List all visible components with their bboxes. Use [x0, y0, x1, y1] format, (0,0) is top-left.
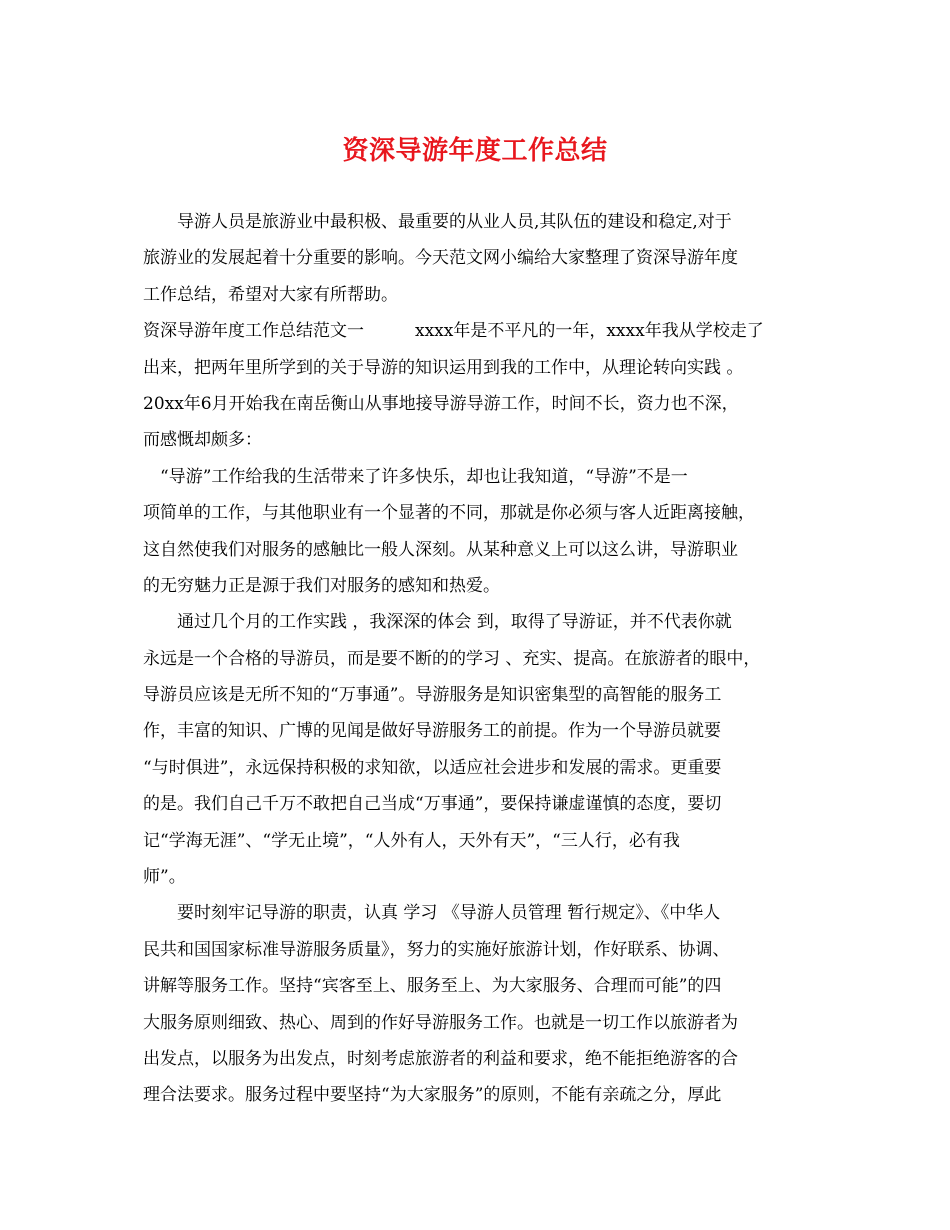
body-line: 理合法要求。服务过程中要坚持“为大家服务”的原则，不能有亲疏之分，厚此	[143, 1085, 722, 1106]
body-line: “导游”工作给我的生活带来了许多快乐，却也让我知道，“导游”不是一	[143, 466, 688, 487]
body-line: 导游员应该是无所不知的“万事通”。导游服务是知识密集型的高智能的服务工	[143, 685, 722, 706]
body-line: 民共和国国家标准导游服务质量》，努力的实施好旅游计划，作好联系、协调、	[143, 939, 730, 960]
body-line: 永远是一个合格的导游员，而是要不断的的学习 、充实、提高。在旅游者的眼中，	[143, 648, 761, 669]
body-line: 讲解等服务工作。坚持“宾客至上、服务至上、为大家服务、合理而可能”的四	[143, 976, 722, 997]
body-line: 项简单的工作，与其他职业有一个显著的不同，那就是你必须与客人近距离接触，	[143, 503, 755, 524]
body-line: 资深导游年度工作总结范文一 xxxx年是不平凡的一年，xxxx年我从学校走了	[143, 321, 764, 342]
body-line: 大服务原则细致、热心、周到的作好导游服务工作。也就是一切工作以旅游者为	[143, 1012, 738, 1033]
body-line: 师”。	[143, 867, 186, 888]
body-line: 要时刻牢记导游的职责，认真 学习 《导游人员管理 暂行规定》、《中华人	[143, 903, 721, 924]
body-line: 而感慨却颇多：	[143, 430, 262, 451]
body-line: 记“学海无涯”、“学无止境”，“人外有人，天外有天”，“三人行，必有我	[143, 830, 680, 851]
body-line: 的是。我们自己千万不敢把自己当成“万事通”，要保持谦虚谨慎的态度，要切	[143, 794, 722, 815]
body-line: 作，丰富的知识、广博的见闻是做好导游服务工的前提。作为一个导游员就要	[143, 721, 721, 742]
body-line: 20xx年6月开始我在南岳衡山从事地接导游导游工作，时间不长，资力也不深，	[143, 393, 739, 414]
body-line: 出来，把两年里所学到的关于导游的知识运用到我的工作中，从理论转向实践 。	[143, 357, 744, 378]
body-line: 出发点，以服务为出发点，时刻考虑旅游者的利益和要求，绝不能拒绝游客的合	[143, 1048, 738, 1069]
document-title: 资深导游年度工作总结	[342, 136, 608, 166]
body-line: 旅游业的发展起着十分重要的影响。今天范文网小编给大家整理了资深导游年度	[143, 248, 738, 269]
body-line: 导游人员是旅游业中最积极、最重要的从业人员,其队伍的建设和稳定,对于	[143, 212, 732, 232]
body-line: 的无穷魅力正是源于我们对服务的感知和热爱。	[143, 575, 500, 596]
body-line: 通过几个月的工作实践 ，我深深的体会 到，取得了导游证，并不代表你就	[143, 612, 732, 633]
body-line: 工作总结，希望对大家有所帮助。	[143, 284, 398, 305]
document-body	[143, 204, 809, 1114]
body-line: 这自然使我们对服务的感触比一般人深刻。从某种意义上可以这么讲，导游职业	[143, 539, 738, 560]
body-line: “与时俱进”，永远保持积极的求知欲，以适应社会进步和发展的需求。更重要	[143, 757, 722, 778]
